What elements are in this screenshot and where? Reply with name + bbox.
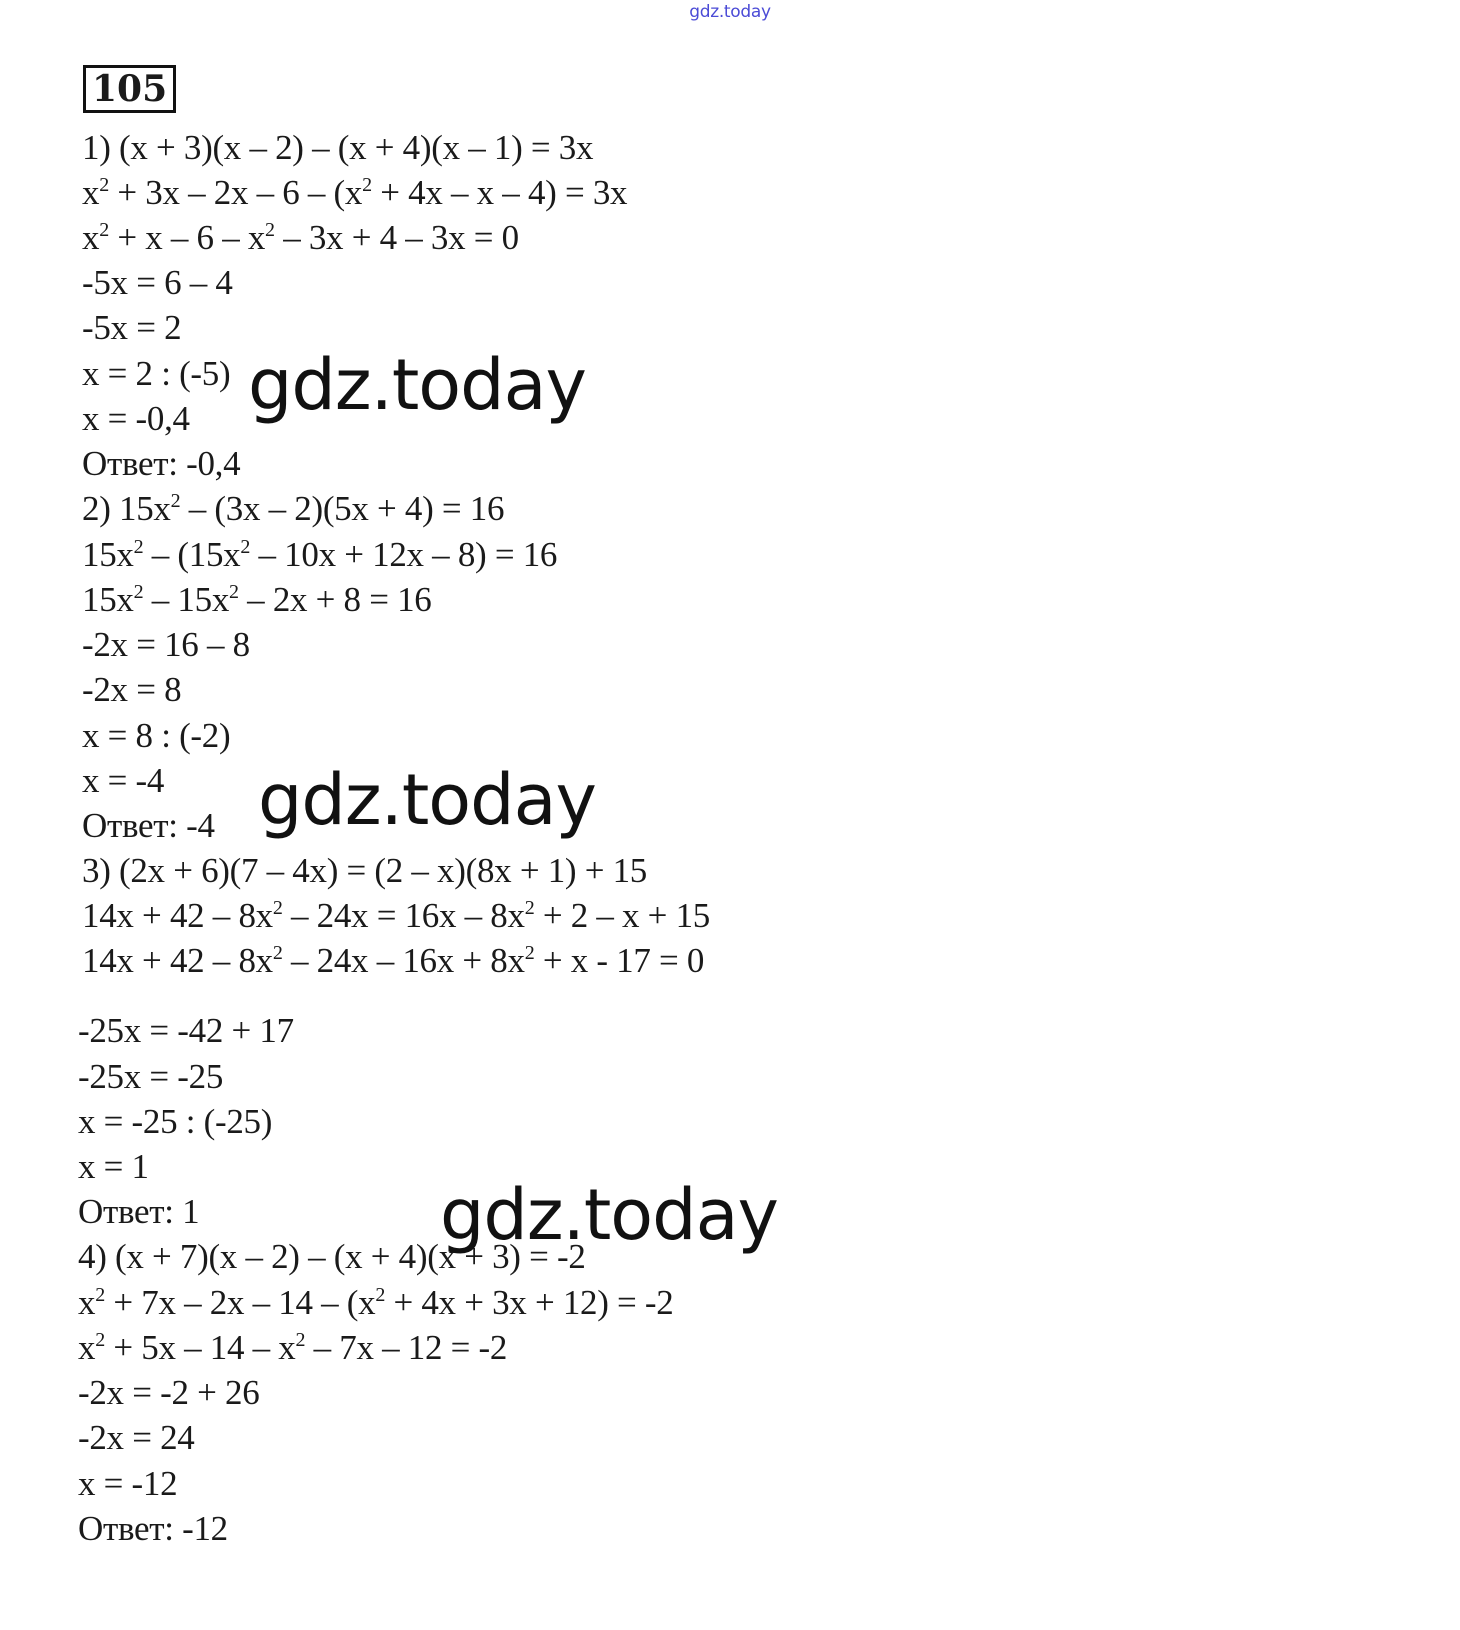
exponent: 2 bbox=[265, 219, 275, 241]
solution-line: x = -4 bbox=[82, 761, 165, 800]
text-part: – 3x + 4 – 3x = 0 bbox=[274, 218, 519, 257]
solution-line: x = -0,4 bbox=[82, 399, 190, 438]
solution-line: Ответ: -0,4 bbox=[82, 444, 241, 483]
solution-line: x = 2 : (-5) bbox=[82, 354, 231, 393]
exponent: 2 bbox=[95, 1329, 105, 1351]
text-part: – 2x + 8 = 16 bbox=[238, 580, 432, 619]
exponent: 2 bbox=[229, 581, 239, 603]
solution-line: -5x = 2 bbox=[82, 308, 182, 347]
solution-line: 1) (x + 3)(x – 2) – (x + 4)(x – 1) = 3x bbox=[82, 128, 594, 167]
solution-line bbox=[82, 173, 627, 218]
text-part: + 7x – 2x – 14 – (x bbox=[104, 1283, 376, 1322]
text-part: – (15x bbox=[143, 535, 241, 574]
solution-line: x = -25 : (-25) bbox=[78, 1102, 273, 1141]
text-part: – 7x – 12 = -2 bbox=[305, 1328, 508, 1367]
solution-line bbox=[82, 218, 519, 263]
solution-line bbox=[78, 1283, 673, 1328]
text-part: 2) 15x bbox=[82, 489, 171, 528]
solution-line: x = -12 bbox=[78, 1464, 178, 1503]
solution-line: -25x = -25 bbox=[78, 1057, 224, 1096]
solution-line bbox=[82, 489, 504, 534]
solution-line bbox=[82, 896, 710, 941]
solution-line: -25x = -42 + 17 bbox=[78, 1011, 294, 1050]
text-part: x bbox=[78, 1328, 96, 1367]
solution-line bbox=[78, 1328, 507, 1373]
exponent: 2 bbox=[240, 536, 251, 558]
exponent: 2 bbox=[99, 174, 109, 196]
solution-line: -2x = 8 bbox=[82, 670, 182, 709]
watermark-3: gdz.today bbox=[440, 1174, 778, 1256]
watermark-2: gdz.today bbox=[258, 759, 596, 841]
solution-line: 4) (x + 7)(x – 2) – (x + 4)(x + 3) = -2 bbox=[78, 1237, 586, 1276]
solution-line: Ответ: -4 bbox=[82, 806, 215, 845]
solution-line: x = 1 bbox=[78, 1147, 149, 1186]
exponent: 2 bbox=[99, 219, 109, 241]
exponent: 2 bbox=[375, 1284, 386, 1306]
text-part: 14x + 42 – 8x bbox=[82, 896, 273, 935]
exponent: 2 bbox=[524, 942, 535, 964]
solution-line: x = 8 : (-2) bbox=[82, 716, 231, 755]
solution-line: 3) (2x + 6)(7 – 4x) = (2 – x)(8x + 1) + 15 bbox=[82, 851, 648, 890]
exponent: 2 bbox=[272, 897, 283, 919]
text-part: + 4x – x – 4) = 3x bbox=[371, 173, 628, 212]
text-part: + x - 17 = 0 bbox=[534, 941, 705, 980]
text-part: + 3x – 2x – 6 – (x bbox=[108, 173, 363, 212]
exponent: 2 bbox=[295, 1329, 306, 1351]
text-part: – (3x – 2)(5x + 4) = 16 bbox=[180, 489, 505, 528]
text-part: + x – 6 – x bbox=[108, 218, 266, 257]
text-part: + 4x + 3x + 12) = -2 bbox=[385, 1283, 674, 1322]
solution-line: -2x = -2 + 26 bbox=[78, 1373, 260, 1412]
text-part: + 5x – 14 – x bbox=[104, 1328, 296, 1367]
exponent: 2 bbox=[170, 490, 181, 512]
exponent: 2 bbox=[95, 1284, 105, 1306]
text-part: x bbox=[82, 173, 100, 212]
solution-line bbox=[82, 580, 432, 625]
text-part: 14x + 42 – 8x bbox=[82, 941, 273, 980]
solution-line bbox=[82, 941, 704, 986]
exponent: 2 bbox=[362, 174, 372, 196]
text-part: 15x bbox=[82, 535, 134, 574]
watermark-1: gdz.today bbox=[248, 344, 586, 426]
exponent: 2 bbox=[524, 897, 535, 919]
exponent: 2 bbox=[133, 581, 144, 603]
solution-line bbox=[82, 535, 557, 580]
exponent: 2 bbox=[133, 536, 144, 558]
text-part: x bbox=[82, 218, 100, 257]
top-watermark: gdz.today bbox=[689, 2, 771, 22]
text-part: + 2 – x + 15 bbox=[534, 896, 710, 935]
exponent: 2 bbox=[272, 942, 283, 964]
text-part: – 24x – 16x + 8x bbox=[282, 941, 525, 980]
task-number-box: 105 bbox=[83, 65, 176, 113]
text-part: x bbox=[78, 1283, 96, 1322]
solution-line: -2x = 16 – 8 bbox=[82, 625, 250, 664]
text-part: – 24x = 16x – 8x bbox=[282, 896, 525, 935]
text-part: 15x bbox=[82, 580, 134, 619]
solution-line: -5x = 6 – 4 bbox=[82, 263, 233, 302]
text-part: – 15x bbox=[143, 580, 230, 619]
solution-line: Ответ: -12 bbox=[78, 1509, 228, 1548]
text-part: – 10x + 12x – 8) = 16 bbox=[250, 535, 558, 574]
solution-line: Ответ: 1 bbox=[78, 1192, 200, 1231]
solution-line: -2x = 24 bbox=[78, 1418, 195, 1457]
